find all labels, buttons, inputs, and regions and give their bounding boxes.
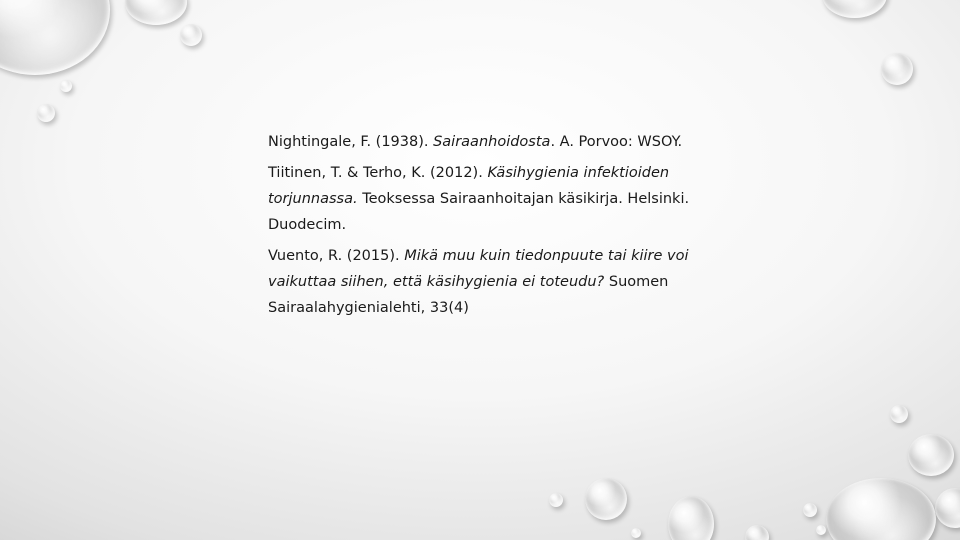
water-droplet-decoration — [549, 493, 563, 507]
water-droplet-decoration — [668, 496, 714, 540]
water-droplet-decoration — [908, 434, 954, 476]
reference-title: Mikä muu kuin tiedonpuute tai kiire voi vaikuttaa siihen, että käsihygienia ei toteudu? — [268, 248, 689, 290]
reference-item — [268, 129, 708, 155]
reference-title: Sairaanhoidosta — [433, 134, 551, 150]
water-droplet-decoration — [585, 478, 627, 520]
water-droplet-decoration — [0, 0, 110, 75]
reference-authors-year: Tiitinen, T. & Terho, K. (2012). — [268, 165, 488, 181]
reference-authors-year: Nightingale, F. (1938). — [268, 134, 434, 150]
water-droplet-decoration — [60, 80, 72, 92]
reference-authors-year: Vuento, R. (2015). — [268, 248, 405, 264]
water-droplet-decoration — [935, 488, 960, 528]
reference-item — [268, 243, 708, 321]
reference-publication: Teoksessa Sairaanhoitajan käsikirja. Helsinki. Duodecim. — [268, 191, 690, 233]
water-droplet-decoration — [826, 478, 936, 540]
water-droplet-decoration — [37, 104, 55, 122]
reference-publication: Suomen Sairaalahygienialehti, 33(4) — [268, 274, 669, 316]
water-droplet-decoration — [881, 53, 913, 85]
water-droplet-decoration — [890, 405, 908, 423]
water-droplet-decoration — [816, 525, 826, 535]
water-droplet-decoration — [180, 24, 202, 46]
water-droplet-decoration — [803, 503, 817, 517]
water-droplet-decoration — [822, 0, 887, 18]
water-droplet-decoration — [745, 525, 769, 540]
reference-list — [268, 129, 708, 326]
reference-title: Käsihygienia infektioiden torjunnassa. — [268, 165, 670, 207]
reference-publication: . A. Porvoo: WSOY. — [550, 134, 683, 150]
water-droplet-decoration — [125, 0, 187, 25]
water-droplet-decoration — [631, 528, 641, 538]
reference-item — [268, 160, 708, 238]
